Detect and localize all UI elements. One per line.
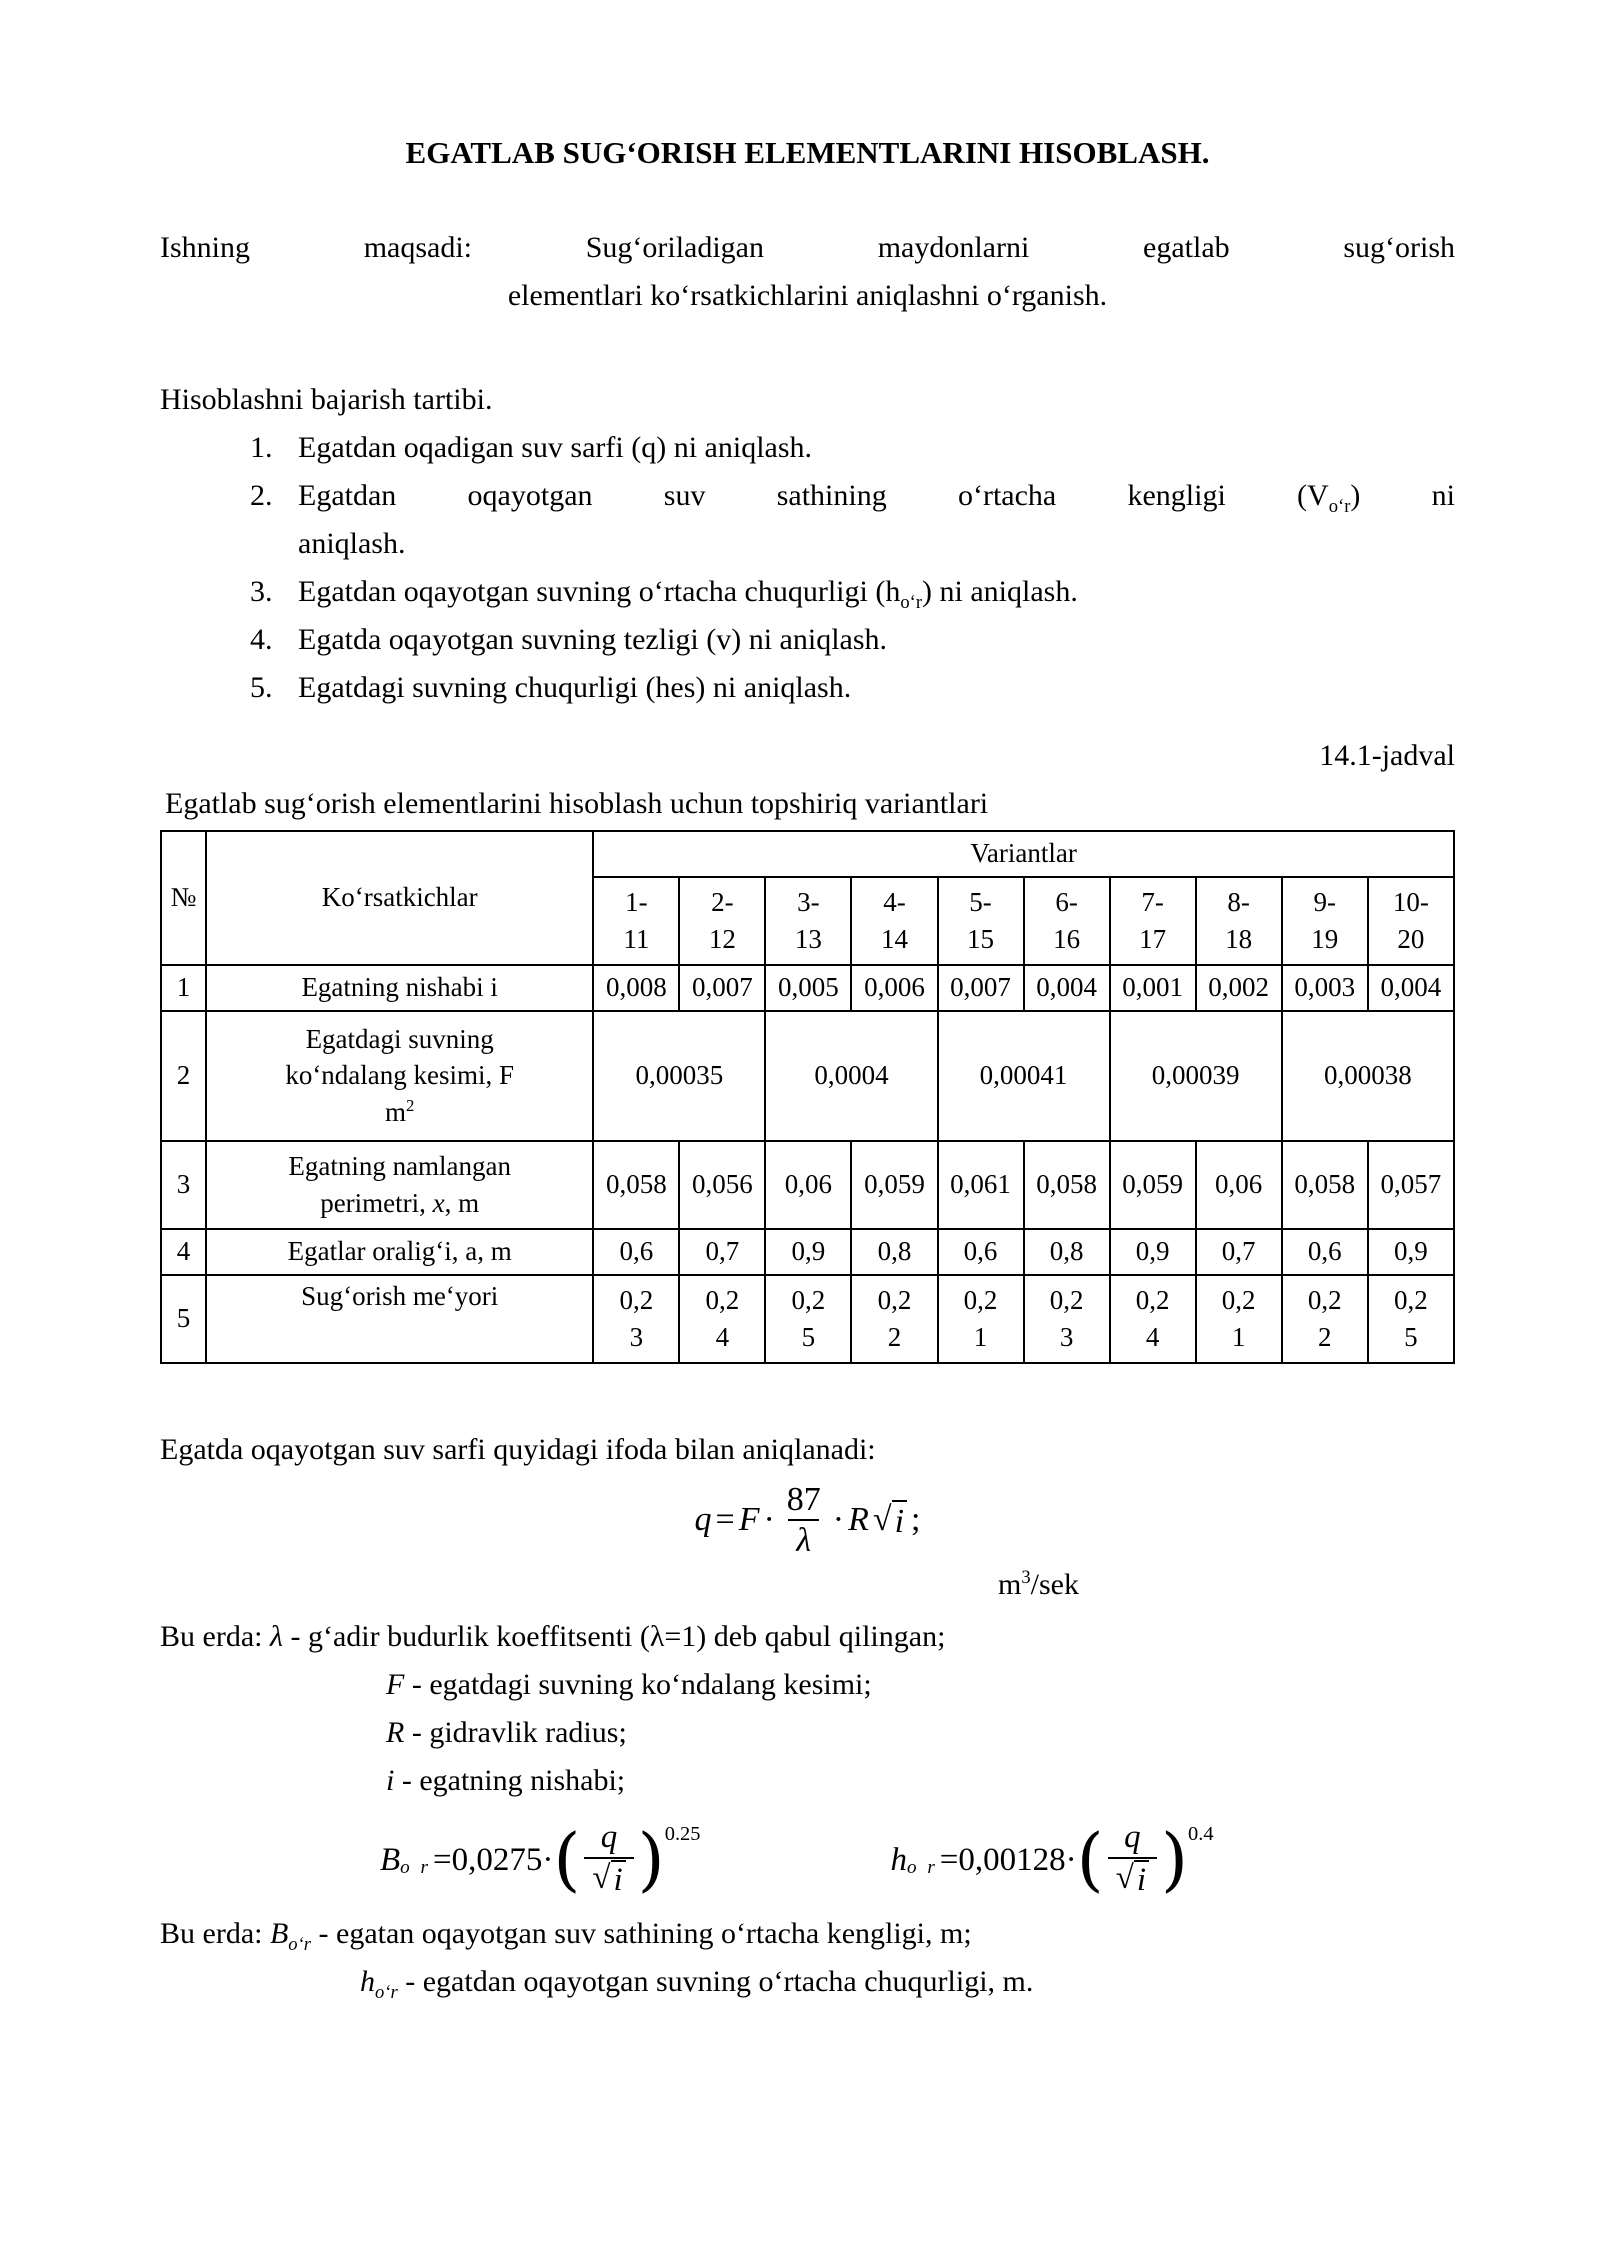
variant-range-top: 1- [625, 887, 648, 918]
where-R [160, 1709, 1455, 1757]
variant-range-bottom: 13 [794, 923, 822, 954]
step-text: Egatdagi suvning chuqurligi (hes) ni aniqlash. [298, 670, 852, 704]
variant-col-header [765, 877, 851, 965]
value-bottom: 3 [1059, 1321, 1074, 1352]
unit-superscript: 2 [406, 1095, 415, 1115]
variant-range-bottom: 14 [880, 923, 908, 954]
coefficient: =0,00128· [939, 1841, 1077, 1878]
where-lambda [160, 1613, 1455, 1661]
value-top: 0,2 [1393, 1285, 1428, 1316]
procedure-heading: Hisoblashni bajarish tartibi. [160, 382, 493, 416]
variant-range-top: 6- [1055, 887, 1078, 918]
table-row [161, 1141, 1454, 1229]
formula-h: h o r =0,00128· ( q √ i ) $^{0.4}$ [890, 1819, 1214, 1900]
variant-range-top: 3- [797, 887, 820, 918]
formula-q [160, 1480, 1455, 1562]
table-cell: 0,058 [1282, 1141, 1368, 1229]
subscript-or: o r [400, 1857, 431, 1879]
table-cell [938, 1275, 1024, 1363]
table-cell: 0,004 [1368, 965, 1454, 1011]
table-cell: 0,061 [938, 1141, 1024, 1229]
step-number: 2. [250, 478, 273, 512]
value-top: 0,2 [705, 1285, 740, 1316]
table-cell: 0,003 [1282, 965, 1368, 1011]
step-number: 5. [250, 670, 273, 704]
var-B: B [380, 1841, 401, 1878]
row-label [206, 1141, 593, 1229]
variant-col-header [938, 877, 1024, 965]
table-cell: 0,6 [1282, 1229, 1368, 1275]
value-bottom: 1 [973, 1321, 988, 1352]
unit-m3-sek [160, 1561, 1455, 1609]
value-bottom: 4 [1145, 1321, 1160, 1352]
value-top: 0,2 [619, 1285, 654, 1316]
step-3-post: ) ni aniqlash. [922, 574, 1078, 608]
radicand-i: i [1134, 1860, 1149, 1900]
coefficient: =0,0275· [432, 1841, 554, 1878]
purpose-line-2: elementlari koʻrsatkichlarini aniqlashni oʻrganish. [507, 278, 1108, 312]
table-cell: 0,058 [1024, 1141, 1110, 1229]
sym-h: h [360, 1965, 375, 1999]
table-cell: 0,058 [593, 1141, 679, 1229]
step-1 [160, 424, 1455, 472]
table-cell: 0,9 [1368, 1229, 1454, 1275]
variant-col-header [679, 877, 765, 965]
row-label-line: Egatning namlangan [288, 1151, 512, 1182]
step-number: 4. [250, 622, 273, 656]
where-text: - egatdan oqayotgan suvning oʻrtacha chuqurligi, m. [397, 1965, 1034, 1999]
row-no: 1 [161, 965, 206, 1011]
table-cell: 0,06 [765, 1141, 851, 1229]
variant-range-bottom: 17 [1139, 923, 1167, 954]
var-h: h [890, 1841, 907, 1878]
table-cell: 0,004 [1024, 965, 1110, 1011]
sqrt-i [1116, 1860, 1149, 1900]
table-cell: 0,9 [765, 1229, 851, 1275]
table-cell: 0,007 [679, 965, 765, 1011]
flow-formula-intro: Egatda oqayotgan suv sarfi quyidagi ifoda bilan aniqlanadi: [160, 1432, 876, 1466]
sqrt-i [873, 1500, 907, 1541]
table-cell: 0,056 [679, 1141, 765, 1229]
step-2-line-1 [298, 472, 1455, 520]
page-title: EGATLAB SUGʻORISH ELEMENTLARINI HISOBLASH. [405, 135, 1210, 170]
table-caption: Egatlab sugʻorish elementlarini hisoblash uchun topshiriq variantlari [165, 786, 989, 820]
fraction-87-lambda [779, 1480, 829, 1562]
radical-sign: √ [872, 1500, 892, 1538]
value-bottom: 5 [1404, 1321, 1418, 1352]
value-top: 0,2 [1307, 1285, 1342, 1316]
numerator-q: q [1124, 1819, 1141, 1856]
variant-col-header [1368, 877, 1454, 965]
table-cell [1110, 1275, 1196, 1363]
row-no: 4 [161, 1229, 206, 1275]
table-cell: 0,006 [851, 965, 937, 1011]
table-row [161, 1011, 1454, 1141]
fraction-q-sqrt-i [584, 1819, 633, 1900]
variant-range-bottom: 20 [1397, 923, 1425, 954]
row-label-line: Egatdagi suvning [305, 1023, 494, 1054]
value-top: 0,2 [963, 1285, 998, 1316]
unit-base: m [998, 1568, 1022, 1602]
var-F: F [738, 1501, 760, 1539]
step-4 [160, 616, 1455, 664]
table-cell-merged: 0,00038 [1282, 1011, 1454, 1141]
table-cell: 0,008 [593, 965, 679, 1011]
table-cell: 0,001 [1110, 965, 1196, 1011]
table-row [161, 965, 1454, 1011]
value-bottom: 2 [1317, 1321, 1332, 1352]
table-row [161, 1229, 1454, 1275]
table-cell: 0,6 [938, 1229, 1024, 1275]
table-number-label: 14.1-jadval [1319, 738, 1455, 772]
value-top: 0,2 [791, 1285, 826, 1316]
table-cell [1282, 1275, 1368, 1363]
variant-col-header [1024, 877, 1110, 965]
table-cell-merged: 0,00039 [1110, 1011, 1282, 1141]
table-cell: 0,8 [1024, 1229, 1110, 1275]
var-q: q [694, 1501, 712, 1539]
radical-sign: √ [1115, 1860, 1134, 1897]
table-row [161, 1275, 1454, 1363]
table-cell: 0,06 [1196, 1141, 1282, 1229]
table-cell [1024, 1275, 1110, 1363]
where-text: - gidravlik radius; [404, 1716, 627, 1750]
table-cell: 0,007 [938, 965, 1024, 1011]
table-cell: 0,7 [1196, 1229, 1282, 1275]
row-no: 5 [161, 1275, 206, 1363]
where-text: - gʻadir budurlik koeffitsenti (λ=1) deb qabul qilingan; [282, 1620, 946, 1654]
variant-range-bottom: 12 [708, 923, 736, 954]
table-cell-merged: 0,00035 [593, 1011, 765, 1141]
purpose-paragraph [160, 224, 1455, 320]
row-no: 3 [161, 1141, 206, 1229]
denominator [584, 1857, 633, 1900]
table-cell-merged: 0,00041 [938, 1011, 1110, 1141]
variant-range-bottom: 11 [623, 923, 650, 954]
variant-range-bottom: 15 [967, 923, 995, 954]
formulas-B-h [380, 1819, 1455, 1900]
row-label-line [210, 1094, 589, 1130]
table-cell [593, 1275, 679, 1363]
step-2-line-2: aniqlash. [298, 526, 406, 560]
variant-range-bottom: 16 [1053, 923, 1081, 954]
var-R: R [848, 1501, 869, 1539]
row-label-line [210, 1185, 589, 1221]
variant-range-top: 5- [969, 887, 992, 918]
where-intro: Bu erda: [160, 1620, 270, 1654]
value-bottom: 2 [887, 1321, 902, 1352]
variants-table [160, 830, 1455, 1364]
unit-rest: /sek [1030, 1568, 1079, 1602]
where-text: - egatan oqayotgan suv sathining oʻrtacha kengligi, m; [311, 1917, 972, 1951]
table-cell: 0,059 [851, 1141, 937, 1229]
denominator-lambda: λ [788, 1519, 819, 1562]
where-h [160, 1958, 1455, 2006]
equals-sign: = [715, 1501, 735, 1539]
label-post: , m [444, 1187, 480, 1218]
variant-col-header [593, 877, 679, 965]
value-top: 0,2 [1135, 1285, 1170, 1316]
value-top: 0,2 [1221, 1285, 1256, 1316]
table-cell: 0,8 [851, 1229, 937, 1275]
variant-col-header [851, 877, 937, 965]
numerator-q: q [600, 1819, 618, 1856]
sym-i: i [386, 1764, 395, 1798]
purpose-line-1: Ishning maqsadi: Sugʻoriladigan maydonlarni egatlab sugʻorish [160, 230, 1455, 264]
variant-range-bottom: 19 [1311, 923, 1339, 954]
variant-range-top: 9- [1313, 887, 1336, 918]
subscript-or: oʻr [288, 1934, 312, 1956]
variant-range-top: 4- [883, 887, 906, 918]
value-top: 0,2 [1049, 1285, 1084, 1316]
step-3 [160, 568, 1455, 616]
header-indicators: Koʻrsatkichlar [206, 831, 593, 965]
procedure-steps [160, 424, 1455, 712]
variant-col-header [1196, 877, 1282, 965]
table-cell [1368, 1275, 1454, 1363]
row-no: 2 [161, 1011, 206, 1141]
subscript-or: oʻr [900, 591, 923, 613]
multiply-dot: · [832, 1501, 845, 1539]
value-bottom: 1 [1231, 1321, 1246, 1352]
sym-lambda: λ [269, 1620, 283, 1654]
table-cell: 0,002 [1196, 965, 1282, 1011]
step-2-post: ) ni [1350, 478, 1455, 512]
radicand-i: i [611, 1860, 626, 1900]
step-number: 3. [250, 574, 273, 608]
step-text [298, 472, 1455, 568]
variant-col-header [1282, 877, 1368, 965]
formula-B: B o r =0,0275· ( q √ i ) $^{0.25}$ [380, 1819, 701, 1900]
sym-F: F [386, 1668, 405, 1702]
unit-base: m [384, 1096, 406, 1127]
sym-B: B [269, 1917, 289, 1951]
step-number: 1. [250, 430, 273, 464]
header-variants: Variantlar [593, 831, 1454, 877]
step-2-pre: Egatdan oqayotgan suv sathining oʻrtacha kengligi (V [298, 478, 1329, 512]
table-cell: 0,057 [1368, 1141, 1454, 1229]
step-2 [160, 472, 1455, 568]
subscript-or: o r [906, 1857, 938, 1879]
sym-R: R [386, 1716, 405, 1750]
table-cell-merged: 0,0004 [765, 1011, 937, 1141]
where-B [160, 1910, 1455, 1958]
table-cell: 0,059 [1110, 1141, 1196, 1229]
table-cell [1196, 1275, 1282, 1363]
label-pre: perimetri, [320, 1187, 433, 1218]
variant-range-bottom: 18 [1225, 923, 1253, 954]
row-label [206, 1011, 593, 1141]
unit-superscript: 3 [1021, 1567, 1031, 1589]
step-3-pre: Egatdan oqayotgan suvning oʻrtacha chuqurligi (h [298, 574, 901, 608]
variant-col-header [1110, 877, 1196, 965]
where-F [160, 1661, 1455, 1709]
table-cell: 0,7 [679, 1229, 765, 1275]
row-label: Sugʻorish meʻyori [206, 1275, 593, 1363]
step-text [298, 568, 1455, 616]
variant-range-top: 7- [1141, 887, 1164, 918]
value-bottom: 4 [715, 1321, 730, 1352]
subscript-or: oʻr [1328, 495, 1351, 517]
multiply-dot: · [763, 1501, 775, 1539]
where-text: - egatdagi suvning koʻndalang kesimi; [404, 1668, 872, 1702]
row-label: Egatlar oraligʻi, a, m [206, 1229, 593, 1275]
variant-range-top: 8- [1227, 887, 1250, 918]
where-i [160, 1757, 1455, 1805]
table-cell: 0,6 [593, 1229, 679, 1275]
step-text: Egatda oqayotgan suvning tezligi (v) ni aniqlash. [298, 622, 888, 656]
step-5 [160, 664, 1455, 712]
header-no: № [161, 831, 206, 965]
table-cell [679, 1275, 765, 1363]
row-label: Egatning nishabi i [206, 965, 593, 1011]
value-bottom: 5 [801, 1321, 816, 1352]
table-header-row [161, 831, 1454, 877]
sqrt-i [592, 1860, 625, 1900]
where-text: - egatning nishabi; [394, 1764, 626, 1798]
where-intro: Bu erda: [160, 1917, 270, 1951]
step-text: Egatdan oqadigan suv sarfi (q) ni aniqlash. [298, 430, 813, 464]
fraction-q-sqrt-i [1108, 1819, 1157, 1900]
value-top: 0,2 [877, 1285, 912, 1316]
radical-sign: √ [592, 1860, 611, 1897]
table-cell: 0,9 [1110, 1229, 1196, 1275]
table-cell [851, 1275, 937, 1363]
numerator: 87 [786, 1480, 821, 1518]
label-italic-x: x [432, 1187, 445, 1218]
variant-range-top: 10- [1392, 887, 1429, 918]
radicand-i: i [892, 1500, 907, 1541]
subscript-or: oʻr [375, 1982, 398, 2004]
value-bottom: 3 [629, 1321, 644, 1352]
table-cell [765, 1275, 851, 1363]
variant-range-top: 2- [711, 887, 734, 918]
table-cell: 0,005 [765, 965, 851, 1011]
semicolon: ; [911, 1501, 921, 1539]
row-label-line: koʻndalang kesimi, F [285, 1060, 515, 1091]
denominator [1108, 1857, 1157, 1900]
